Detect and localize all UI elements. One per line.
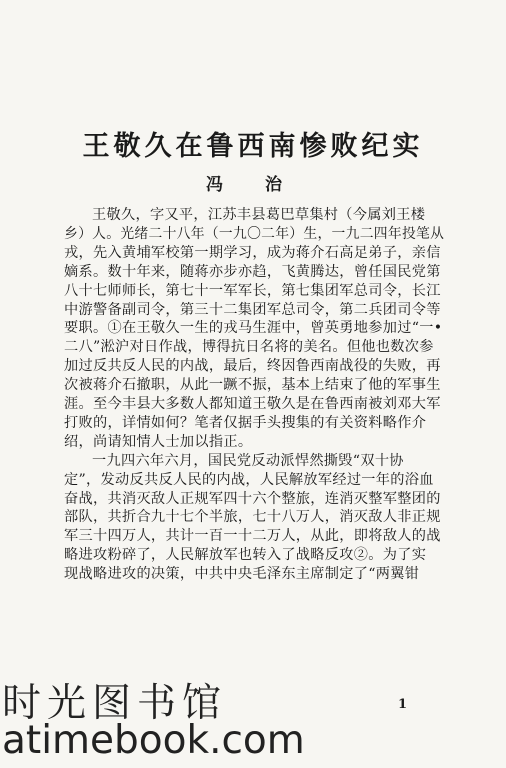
body-line: 部队，共折合九十七个半旅，七十八万人，消灭敌人非正规 [64, 509, 441, 526]
body-line: 次被蒋介石撤职，从此一蹶不振，基本上结束了他的军事生 [64, 377, 441, 394]
body-line: 要职。①在王敬久一生的戎马生涯中，曾英勇地参加过“一• [64, 320, 443, 337]
body-line: 八十七师师长，第七十一军军长，第七集团军总司令，长江 [64, 282, 441, 299]
body-line: 涯。至今丰县大多数人都知道王敬久是在鲁西南被刘邓大军 [64, 396, 441, 412]
body-line: 加过反共反人民的内战，最后，终因鲁西南战役的失败，再 [64, 358, 441, 375]
body-line: 现战略进攻的决策，中共中央毛泽东主席制定了“两翼钳 [64, 566, 420, 583]
article-title: 王敬久在鲁西南惨败纪实 [82, 131, 424, 162]
body-line: 嫡系。数十年来，随蒋亦步亦趋，飞黄腾达，曾任国民党第 [64, 263, 441, 280]
body-line: 定”，发动反共反人民的内战，人民解放军经过一年的浴血 [64, 471, 434, 488]
body-line: 军三十四万人，共计一百一十二万人，从此，即将敌人的战 [64, 528, 441, 545]
body-line: 绍，尚请知情人士加以指正。 [64, 433, 253, 450]
body-line: 奋战，共消灭敌人正规军四十六个整旅，连消灭整军整团的 [64, 490, 441, 507]
body-line: 戎，先入黄埔军校第一期学习，成为蒋介石高足弟子，亲信 [64, 244, 441, 261]
body-line: 一九四六年六月，国民党反动派悍然撕毁“双十协 [92, 452, 404, 469]
author-name: 冯 治 [206, 175, 300, 195]
body-line: 中游警备副司令，第三十二集团军总司令，第二兵团司令等 [64, 301, 441, 318]
body-line: 二八”淞沪对日作战，博得抗日名将的美名。但他也数次参 [64, 339, 434, 356]
body-line: 打败的，详情如何？笔者仅据手头搜集的有关资料略作介 [64, 414, 427, 431]
watermark-text: 时光图书馆 [2, 681, 228, 726]
body-line: 乡）人。光绪二十八年（一九〇二年）生，一九二四年投笔从 [64, 225, 445, 242]
page-number: 1 [398, 697, 408, 712]
watermark-url: atimebook.com [2, 718, 305, 763]
body-line: 王敬久，字又平，江苏丰县葛巴草集村（今属刘王楼 [92, 207, 426, 223]
body-line: 略进攻粉碎了，人民解放军也转入了战略反攻②。为了实 [64, 547, 427, 564]
